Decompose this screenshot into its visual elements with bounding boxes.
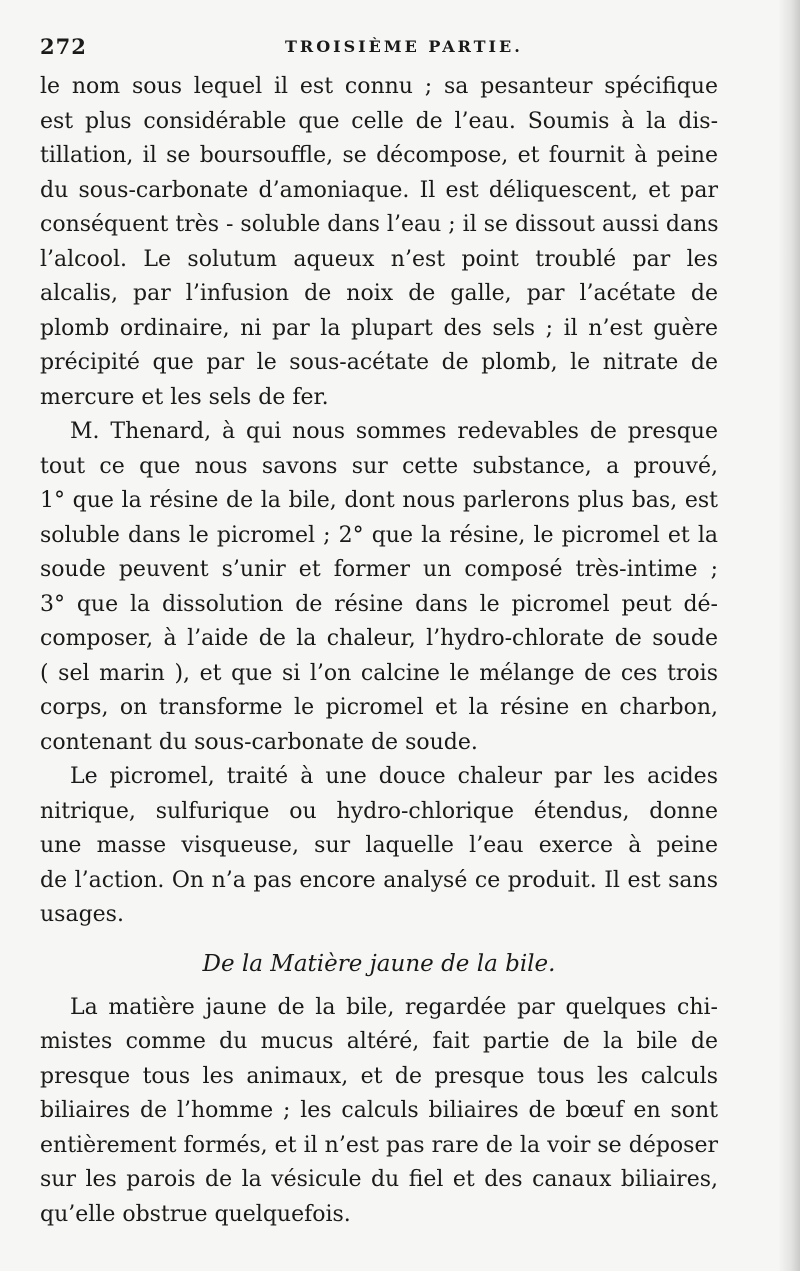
text-line: de l’action. On n’a pas encore analysé ce produit. Il est sans	[40, 867, 718, 893]
text-line: soluble dans le picromel ; 2° que la résine, le picromel et la	[40, 522, 718, 548]
text-line: ( sel marin ), et que si l’on calcine le mélange de ces trois	[40, 660, 718, 686]
text-line: le nom sous lequel il est connu ; sa pesanteur spécifique	[40, 74, 718, 99]
running-head: TROISIÈME PARTIE.	[285, 37, 523, 56]
text-line: est plus considérable que celle de l’eau. Soumis à la dis-	[40, 108, 718, 134]
text-line: du sous-carbonate d’amoniaque. Il est déliquescent, et par	[40, 177, 718, 203]
text-line: alcalis, par l’infusion de noix de galle, par l’acétate de	[40, 281, 718, 306]
text-line: qu’elle obstrue quelquefois.	[40, 1201, 351, 1227]
text-line: mercure et les sels de fer.	[40, 384, 329, 410]
paragraph-1	[40, 70, 718, 415]
text-line: tillation, il se boursouffle, se décompose, et fournit à peine	[40, 143, 718, 168]
text-line: une masse visqueuse, sur laquelle l’eau exerce à peine	[40, 833, 718, 858]
text-line: 3° que la dissolution de résine dans le picromel peut dé-	[40, 591, 718, 617]
text-line: usages.	[40, 902, 124, 927]
page-header	[40, 34, 720, 62]
text-line: précipité que par le sous-acétate de plomb, le nitrate de	[40, 350, 718, 375]
text-line: M. Thenard, à qui nous sommes redevables de presque	[70, 419, 718, 444]
paragraph-3	[40, 760, 718, 933]
text-line: conséquent très - soluble dans l’eau ; il se dissout aussi dans	[40, 212, 719, 237]
text-line: tout ce que nous savons sur cette substance, a prouvé,	[40, 453, 718, 479]
text-line: plomb ordinaire, ni par la plupart des sels ; il n’est guère	[40, 315, 718, 341]
text-line: corps, on transforme le picromel et la résine en charbon,	[40, 695, 718, 720]
body-text	[40, 70, 718, 1232]
text-line: 1° que la résine de la bile, dont nous parlerons plus bas, est	[40, 488, 718, 513]
page-edge-shadow	[778, 0, 800, 1271]
text-line: soude peuvent s’unir et former un composé très-intime ;	[40, 557, 718, 582]
text-line: l’alcool. Le solutum aqueux n’est point troublé par les	[40, 246, 718, 272]
text-line: biliaires de l’homme ; les calculs biliaires de bœuf en sont	[40, 1098, 718, 1123]
text-line: Le picromel, traité à une douce chaleur par les acides	[70, 764, 718, 789]
page-number: 272	[40, 34, 87, 59]
paragraph-4	[40, 991, 718, 1233]
text-line: La matière jaune de la bile, regardée par quelques chi-	[70, 994, 718, 1020]
text-line: mistes comme du mucus altéré, fait partie de la bile de	[40, 1029, 718, 1054]
text-line: composer, à l’aide de la chaleur, l’hydro-chlorate de soude	[40, 626, 718, 651]
paragraph-2	[40, 415, 718, 760]
text-line: sur les parois de la vésicule du fiel et des canaux biliaires,	[40, 1167, 718, 1192]
text-line: contenant du sous-carbonate de soude.	[40, 729, 478, 755]
section-heading: De la Matière jaune de la bile.	[202, 950, 556, 977]
text-line: entièrement formés, et il n’est pas rare de la voir se déposer	[40, 1132, 718, 1158]
text-line: presque tous les animaux, et de presque tous les calculs	[40, 1063, 718, 1089]
text-line: nitrique, sulfurique ou hydro-chlorique étendus, donne	[40, 798, 718, 824]
